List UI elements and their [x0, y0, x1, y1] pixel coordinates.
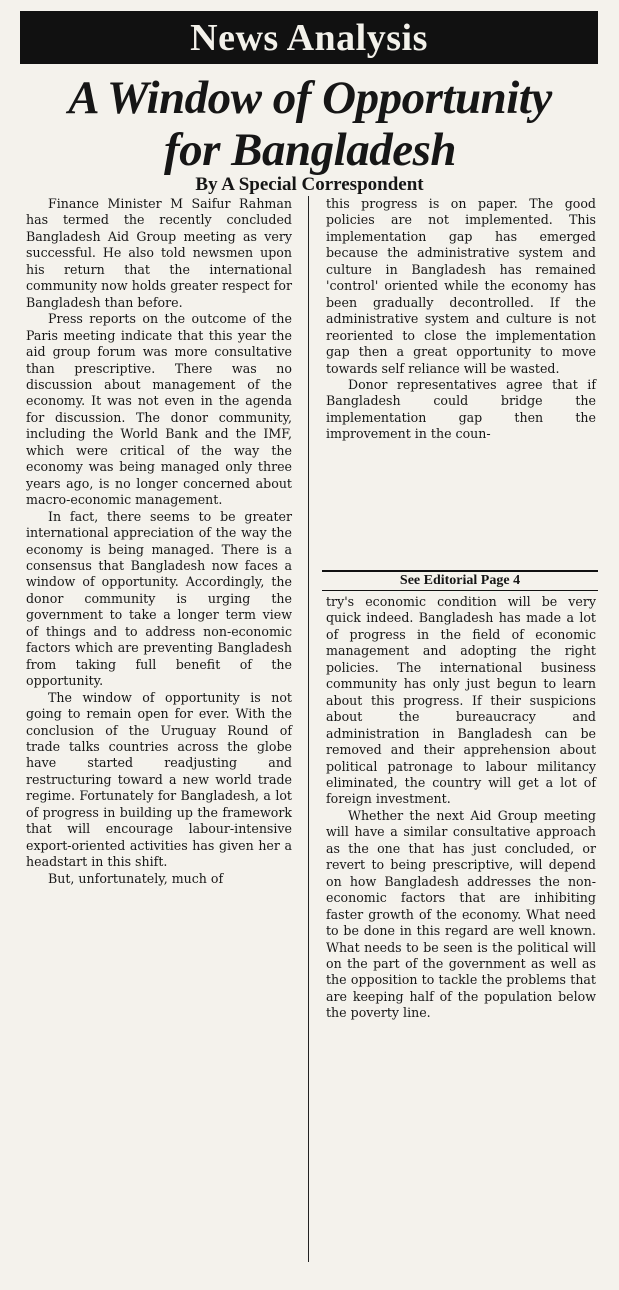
headline-line-2: for Bangladesh: [163, 124, 457, 176]
headline: [10, 72, 610, 176]
paragraph: Whether the next Aid Group meeting will have a similar consultative approach as the one that has just concluded, or revert to being prescriptive, will depend on how Bangladesh addresses the non-economic factors that are inhibiting faster growth of the economy. What need to be done in this regard are well known. What needs to be seen is the political will on the part of the government as well as the opposition to tackle the problems that are keeping half of the population below the poverty line.: [326, 807, 596, 1021]
right-column-bottom: [326, 594, 596, 1022]
paragraph: this progress is on paper. The good policies are not implemented. This implementation gap has emerged because the administrative system and culture in Bangladesh has remained 'control' oriented while the economy has been gradually decontrolled. If the administrative system and culture is not reoriented to close the implementation gap then a great opportunity to move towards self reliance will be wasted.: [326, 196, 596, 376]
right-column-top: [326, 196, 596, 443]
column-divider: [308, 196, 309, 1262]
paragraph: Donor representatives agree that if Bangladesh could bridge the implementation gap then the improvement in the coun-: [326, 376, 596, 442]
section-banner: News Analysis: [20, 11, 598, 64]
paragraph: try's economic condition will be very quick indeed. Bangladesh has made a lot of progress in the field of economic management and adopting the right policies. The international business community has only just begun to learn about this progress. If their suspicions about the bureaucracy and administration in Bangladesh can be removed and their apprehension about political patronage to labour militancy eliminated, the country will get a lot of foreign investment.: [326, 594, 596, 807]
paragraph: The window of opportunity is not going to remain open for ever. With the conclusion of the Uruguay Round of trade talks countries across the globe have started readjusting and restructuring toward a new world trade regime. Fortunately for Bangladesh, a lot of progress in building up the framework that will encourage labour-intensive export-oriented activities has given her a headstart in this shift.: [26, 689, 292, 870]
paragraph: Finance Minister M Saifur Rahman has termed the recently concluded Bangladesh Aid Group meeting as very successful. He also told newsmen upon his return that the international community now holds greater respect for Bangladesh than before.: [26, 196, 292, 310]
paragraph: But, unfortunately, much of: [48, 870, 224, 886]
headline-line-1: A Window of Opportunity: [68, 72, 552, 124]
see-editorial-note: See Editorial Page 4: [322, 570, 598, 591]
byline: By A Special Correspondent: [195, 174, 424, 195]
paragraph: In fact, there seems to be greater international appreciation of the way the economy is being managed. There is a consensus that Bangladesh now faces a window of opportunity. Accordingly, the donor community is urging the government to take a longer term view of things and to address non-economic factors which are preventing Bangladesh from taking full benefit of the opportunity.: [26, 508, 292, 689]
left-column: [26, 196, 292, 887]
paragraph: Press reports on the outcome of the Paris meeting indicate that this year the aid group forum was more consultative than prescriptive. There was no discussion about management of the economy. It was not even in the agenda for discussion. The donor community, including the World Bank and the IMF, which were critical of the way the economy was being managed only three years ago, is no longer concerned about macro-economic management.: [26, 311, 292, 508]
